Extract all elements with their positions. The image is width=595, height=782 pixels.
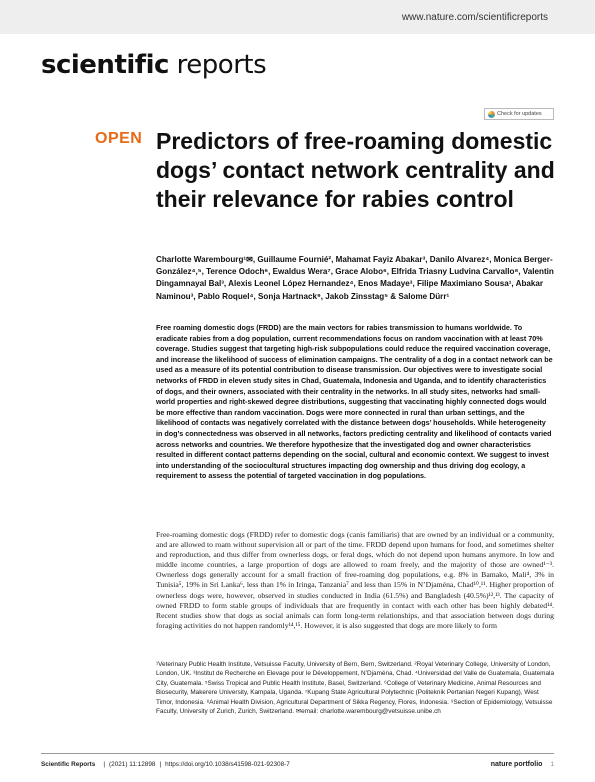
open-access-label: OPEN [95,130,143,147]
journal-logo-rest: reports [168,50,267,80]
check-for-updates-label: Check for updates [497,111,542,117]
footer-separator: | [159,760,162,768]
page-number: 1 [550,760,554,768]
abstract: Free roaming domestic dogs (FRDD) are the main vectors for rabies transmission to humans worldwide. To eradicate rabies from a dog population, current recommendations focus on random vaccination with at least 70% coverage. Studies suggest that targeting high-risk subpopulations could reduce the required vaccination coverage, and increase the likelihood of success of elimination campaigns. The centrality of a dog in a contact network can be used as a measure of its potential contribution to disease transmission. Our objectives were to investigate social networks of FRDD in eleven study sites in Chad, Guatemala, Indonesia and Uganda, and to identify characteristics of dogs, and their owners, associated with their centrality in the networks. In all study sites, networks had small-world properties and right-skewed degree distributions, suggesting that vaccinating highly connected dogs would be more effective than random vaccination. Dogs were more connected in rural than urban settings, and the likelihood of contacts was negatively correlated with the distance between dogs’ households. While heterogeneity in dog’s connectedness was observed in all networks, factors predicting centrality and likelihood of contacts varied across networks and countries. We therefore hypothesize that the investigated dog and owner characteristics resulted in different contact patterns depending on the social, cultural and economic context. We suggest to invest into understanding of the sociocultural structures impacting dog ownership and thus driving dog ecology, a requirement to assess the potential of targeted vaccination in dog populations. [156,323,553,481]
body-paragraph: Free-roaming domestic dogs (FRDD) refer to domestic dogs (canis familiaris) that are owned by an individual or a community, and are allowed to roam without supervision all or part of the time. FRDD depend upon humans for food, and sometimes shelter and reproduction, and thus differ from ownerless dogs, or feral dogs, which do not depend upon humans anymore. In low and middle income countries, a large proportion of dogs are allowed to roam freely, and the majority of those are owned¹⁻³. Ownerless dogs generally account for a small fraction of free-roaming dog populations, e.g. 8% in Bamako, Mali⁴, 3% in Tunisia⁵, 19% in Sri Lanka⁶, less than 1% in Iringa, Tanzania⁷ and less than 15% in N’Djaména, Chad¹⁰,¹¹. Higher proportion of ownerless dogs were, however, observed in studies conducted in India (61.5%) and Bangladesh (40.5%)¹²,¹³. The capacity of owned FRDD to form stable groups of individuals that are frequently in contact with each other has been highly debated¹⁴. Recent studies show that dogs as social animals can form long-term relationships, and that association between dogs during foraging activities do not happen randomly¹⁴,¹⁵. However, it is also suggested that dogs are more likely to form [156,530,554,630]
top-bar [0,0,595,34]
journal-url-link[interactable]: www.nature.com/scientificreports [401,12,548,23]
journal-logo [41,50,266,80]
footer-separator: | [103,760,106,768]
page-footer [41,756,554,772]
doi-link[interactable]: https://doi.org/10.1038/s41598-021-92308-7 [165,760,290,768]
footer-citation: (2021) 11:12898 [109,760,156,768]
journal-logo-bold: scientific [41,50,169,80]
check-for-updates-button[interactable] [484,108,554,120]
affiliations: ¹Veterinary Public Health Institute, Vetsuisse Faculty, University of Bern, Bern, Switzerland. ²Royal Veterinary College, University of London, London, UK. ³Institut de Recherche en Elevage pour le Développement, N’Djaména, Chad. ⁴Universidad del Valle de Guatemala, Guatemala City, Guatemala. ⁵Swiss Tropical and Public Health Institute, Basel, Switzerland. ⁶College of Veterinary Medicine, Animal Resources and Biosecurity, Makerere University, Kampala, Uganda. ⁷Kupang State Agricultural Polytechnic (Politeknik Pertanian Negeri Kupang), West Timor, Indonesia. ⁸Animal Health Division, Agricultural Department of Sikka Regency, Flores, Indonesia. ⁹Section of Epidemiology, Vetsuisse Faculty, University of Zurich, Zurich, Switzerland. ✉email: charlotte.warembourg@vetsuisse.unibe.ch [156,661,555,716]
footer-divider [41,753,554,754]
publisher-logo: nature portfolio [490,760,543,768]
article-title: Predictors of free-roaming domestic dogs’ contact network centrality and their relevance for rabies control [156,128,555,212]
author-list: Charlotte Warembourg¹✉, Guillaume Fournié², Mahamat Fayiz Abakar³, Danilo Alvarez⁴, Monica Berger-González⁴,⁵, Terence Odoch⁶, Ewaldus Wera⁷, Grace Alobo⁶, Elfrida Triasny Ludvina Carvallo⁸, Valentin Dingamnayal Bal³, Alexis Leonel López Hernandez⁴, Enos Madaye³, Filipe Maximiano Sousa¹, Abakar Naminou³, Pablo Roquel⁴, Sonja Hartnack⁹, Jakob Zinsstag⁵ & Salome Dürr¹ [156,255,554,301]
crossmark-icon [488,111,495,118]
footer-journal: Scientific Reports [41,760,96,768]
